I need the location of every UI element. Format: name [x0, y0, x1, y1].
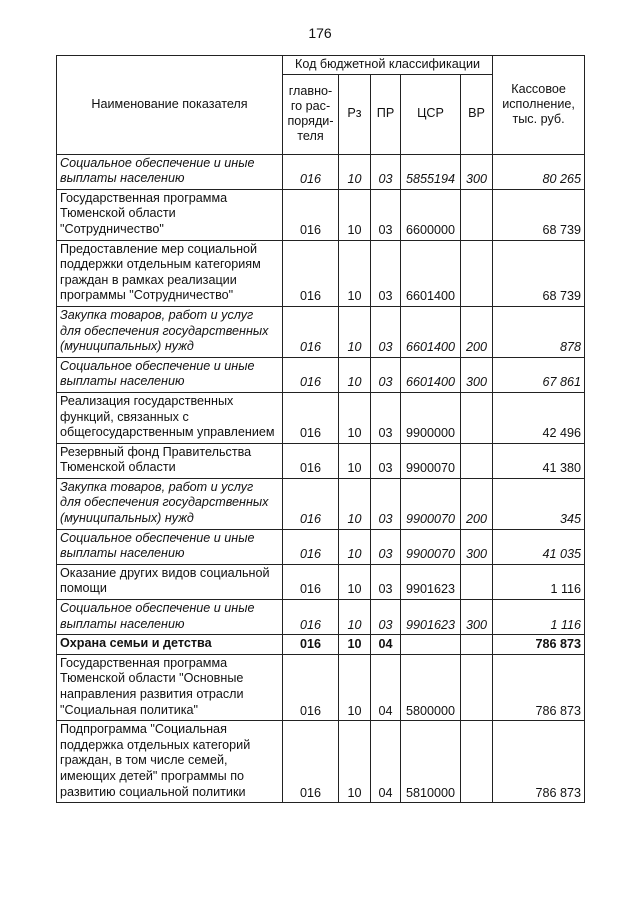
page-number: 176	[308, 25, 332, 41]
row-vr	[461, 635, 493, 655]
table-row	[57, 240, 585, 306]
row-name	[57, 478, 283, 529]
row-name-line: функций, связанных с	[60, 409, 189, 424]
row-main-manager: 016	[283, 721, 339, 803]
table-row	[57, 478, 585, 529]
row-name-line: Резервный фонд Правительства	[60, 444, 252, 459]
row-name-line: направления развития отрасли	[60, 687, 244, 701]
row-rz: 10	[339, 654, 371, 720]
row-amount: 68 739	[493, 240, 585, 306]
row-rz: 10	[339, 392, 371, 443]
row-main-manager: 016	[283, 600, 339, 635]
row-main-manager: 016	[283, 357, 339, 392]
row-pr: 03	[371, 392, 401, 443]
budget-table	[56, 55, 585, 803]
row-amount: 786 873	[493, 635, 585, 655]
row-vr: 200	[461, 478, 493, 529]
row-csr	[401, 635, 461, 655]
row-pr: 03	[371, 443, 401, 478]
row-name-line: поддержка отдельных категорий	[60, 737, 251, 752]
row-pr: 03	[371, 306, 401, 357]
row-name-line: Тюменской области "Основные	[60, 671, 244, 686]
row-vr: 300	[461, 357, 493, 392]
row-name	[57, 392, 283, 443]
row-name	[57, 357, 283, 392]
table-row	[57, 635, 585, 655]
row-csr: 9901623	[401, 564, 461, 599]
row-vr	[461, 443, 493, 478]
row-amount: 878	[493, 306, 585, 357]
row-pr: 03	[371, 529, 401, 564]
table-row	[57, 564, 585, 599]
row-name-line: поддержки отдельным категориям	[60, 257, 261, 272]
row-name-line: Социальное обеспечение и иные	[60, 601, 255, 616]
row-name-line: программы "Сотрудничество"	[60, 288, 234, 303]
row-rz: 10	[339, 357, 371, 392]
row-pr: 04	[371, 721, 401, 803]
row-pr: 03	[371, 564, 401, 599]
row-main-manager: 016	[283, 564, 339, 599]
row-rz: 10	[339, 154, 371, 189]
row-name-line: Закупка товаров, работ и услуг	[60, 307, 254, 322]
row-csr: 5800000	[401, 654, 461, 720]
row-vr	[461, 564, 493, 599]
row-name-line: помощи	[60, 581, 107, 596]
table-row	[57, 600, 585, 635]
row-vr	[461, 189, 493, 240]
row-name-line: (муниципальных) нужд	[60, 511, 194, 526]
row-name-line: "Социальная политика"	[60, 702, 199, 717]
header-amount: Кассовое исполнение, тыс. руб.	[493, 56, 585, 155]
row-main-manager: 016	[283, 392, 339, 443]
row-name-line: (муниципальных) нужд	[60, 339, 194, 354]
row-name-line: Подпрограмма "Социальная	[60, 722, 227, 737]
row-name-line: выплаты населению	[60, 171, 185, 186]
table-header	[57, 56, 585, 155]
row-csr: 9900070	[401, 443, 461, 478]
row-name-line: Государственная программа	[60, 190, 228, 205]
row-name-line: граждан, в том числе семей,	[60, 753, 228, 768]
row-name-line: граждан в рамках реализации	[60, 272, 237, 287]
row-rz: 10	[339, 189, 371, 240]
row-main-manager: 016	[283, 443, 339, 478]
row-name	[57, 240, 283, 306]
row-pr: 04	[371, 635, 401, 655]
table-row	[57, 189, 585, 240]
row-main-manager: 016	[283, 635, 339, 655]
row-vr	[461, 721, 493, 803]
row-name-line: Охрана семьи и детства	[60, 636, 212, 651]
row-main-manager: 016	[283, 189, 339, 240]
row-name-line: Закупка товаров, работ и услуг	[60, 479, 254, 494]
row-name-line: выплаты населению	[60, 616, 185, 631]
row-amount: 80 265	[493, 154, 585, 189]
row-csr: 6601400	[401, 306, 461, 357]
row-name-line: развитию социальной политики	[60, 784, 246, 799]
row-name-line: Предоставление мер социальной	[60, 241, 258, 256]
row-name-line: Тюменской области	[60, 206, 176, 221]
row-name	[57, 154, 283, 189]
row-name	[57, 564, 283, 599]
row-vr	[461, 240, 493, 306]
row-name-line: Социальное обеспечение и иные	[60, 358, 255, 373]
row-csr: 6601400	[401, 240, 461, 306]
row-name-line: Социальное обеспечение и иные	[60, 155, 255, 170]
row-name	[57, 443, 283, 478]
row-name-line: для обеспечения государственных	[60, 323, 269, 338]
row-pr: 03	[371, 189, 401, 240]
row-name-line: выплаты населению	[60, 374, 185, 389]
row-rz: 10	[339, 721, 371, 803]
header-main-manager: главно- го рас- поряди- теля	[283, 74, 339, 154]
table-row	[57, 721, 585, 803]
row-vr: 300	[461, 600, 493, 635]
row-amount: 67 861	[493, 357, 585, 392]
table-row	[57, 357, 585, 392]
row-main-manager: 016	[283, 306, 339, 357]
row-csr: 9900070	[401, 478, 461, 529]
row-amount: 41 380	[493, 443, 585, 478]
row-name-line: Социальное обеспечение и иные	[60, 530, 255, 545]
table-row	[57, 306, 585, 357]
row-amount: 786 873	[493, 654, 585, 720]
row-main-manager: 016	[283, 478, 339, 529]
header-pr: ПР	[371, 74, 401, 154]
row-pr: 03	[371, 240, 401, 306]
table-row	[57, 392, 585, 443]
row-pr: 03	[371, 478, 401, 529]
header-rz: Рз	[339, 74, 371, 154]
row-rz: 10	[339, 635, 371, 655]
table-row	[57, 529, 585, 564]
row-csr: 5855194	[401, 154, 461, 189]
row-vr	[461, 654, 493, 720]
row-csr: 5810000	[401, 721, 461, 803]
row-name-line: Тюменской области	[60, 460, 176, 475]
header-code-group: Код бюджетной классификации	[283, 56, 493, 75]
row-amount: 42 496	[493, 392, 585, 443]
row-amount: 1 116	[493, 564, 585, 599]
table-row	[57, 154, 585, 189]
header-csr: ЦСР	[401, 74, 461, 154]
header-name: Наименование показателя	[57, 56, 283, 155]
row-vr	[461, 392, 493, 443]
row-rz: 10	[339, 240, 371, 306]
row-main-manager: 016	[283, 154, 339, 189]
row-csr: 6600000	[401, 189, 461, 240]
row-amount: 68 739	[493, 189, 585, 240]
table-row	[57, 443, 585, 478]
row-pr: 03	[371, 357, 401, 392]
row-csr: 9900070	[401, 529, 461, 564]
row-amount: 1 116	[493, 600, 585, 635]
row-rz: 10	[339, 564, 371, 599]
row-main-manager: 016	[283, 654, 339, 720]
row-name	[57, 529, 283, 564]
row-rz: 10	[339, 443, 371, 478]
row-name-line: общегосударственным управлением	[60, 425, 275, 440]
row-name	[57, 600, 283, 635]
row-pr: 03	[371, 154, 401, 189]
row-name-line: имеющих детей" программы по	[60, 768, 245, 783]
row-rz: 10	[339, 529, 371, 564]
row-name-line: для обеспечения государственных	[60, 495, 269, 510]
row-name-line: Государственная программа	[60, 655, 228, 670]
row-name	[57, 654, 283, 720]
row-name-line: Оказание других видов социальной	[60, 565, 270, 580]
row-pr: 04	[371, 654, 401, 720]
row-amount: 345	[493, 478, 585, 529]
table-row	[57, 654, 585, 720]
row-name	[57, 306, 283, 357]
row-csr: 9901623	[401, 600, 461, 635]
row-main-manager: 016	[283, 529, 339, 564]
row-name-line: Реализация государственных	[60, 393, 234, 408]
row-name	[57, 721, 283, 803]
row-name-line: выплаты населению	[60, 546, 185, 561]
row-csr: 9900000	[401, 392, 461, 443]
row-rz: 10	[339, 478, 371, 529]
row-name-line: "Сотрудничество"	[60, 221, 164, 236]
row-vr: 300	[461, 529, 493, 564]
row-main-manager: 016	[283, 240, 339, 306]
header-vr: ВР	[461, 74, 493, 154]
row-csr: 6601400	[401, 357, 461, 392]
row-amount: 786 873	[493, 721, 585, 803]
row-name	[57, 189, 283, 240]
row-amount: 41 035	[493, 529, 585, 564]
row-vr: 200	[461, 306, 493, 357]
row-name	[57, 635, 283, 655]
row-rz: 10	[339, 600, 371, 635]
row-pr: 03	[371, 600, 401, 635]
row-rz: 10	[339, 306, 371, 357]
row-vr: 300	[461, 154, 493, 189]
table-body	[57, 154, 585, 803]
